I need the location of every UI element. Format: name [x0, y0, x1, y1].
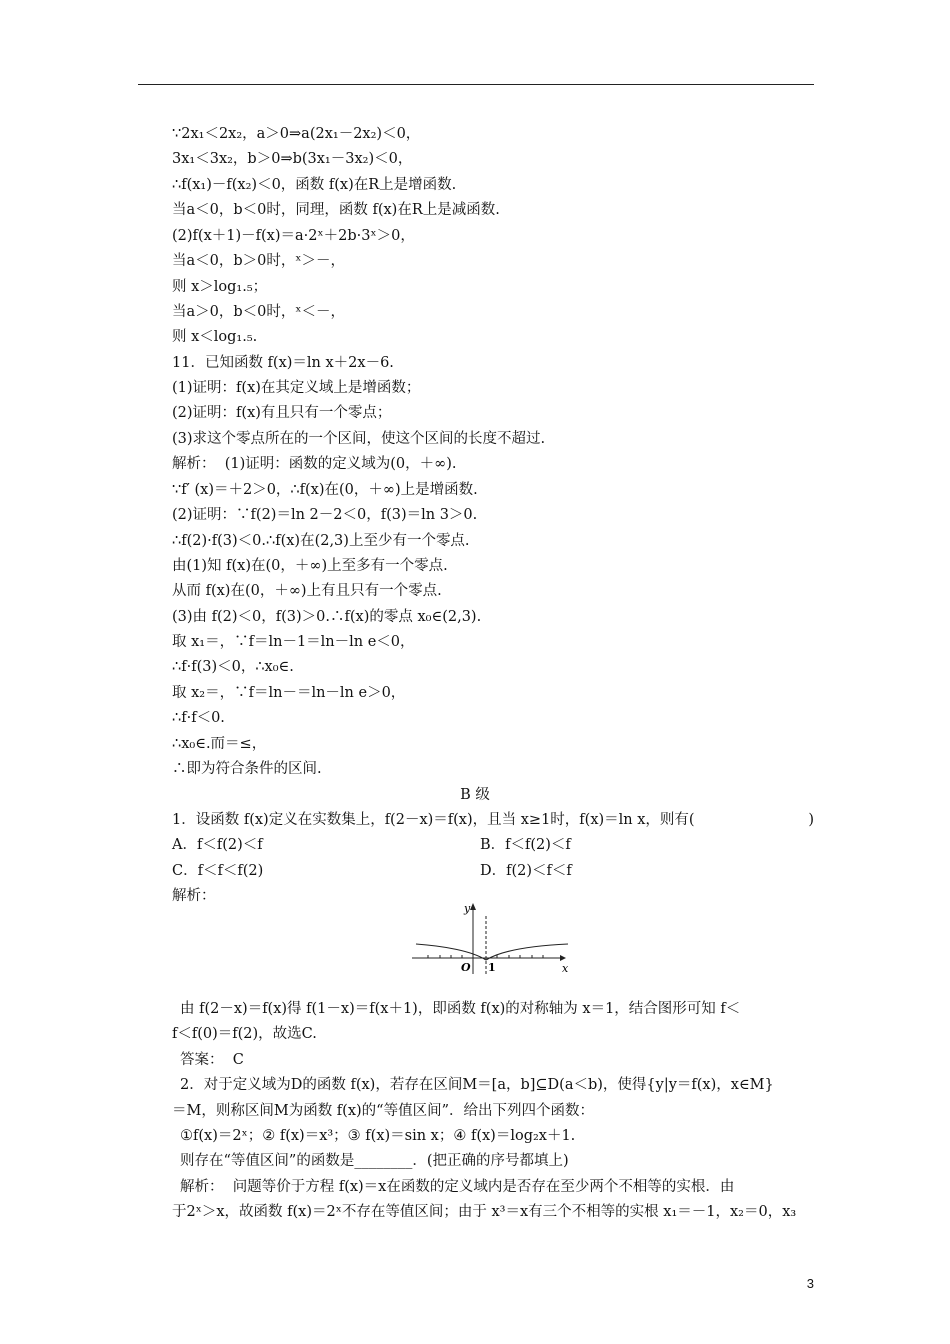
ln-graph-figure — [410, 898, 575, 978]
text-line: (3)求这个零点所在的一个区间，使这个区间的长度不超过. — [172, 431, 546, 447]
x-axis-label: x — [562, 962, 569, 975]
text-line: 11．已知函数 f(x)＝ln x＋2x－6. — [172, 355, 394, 371]
q2-line: 解析： 问题等价于方程 f(x)＝x在函数的定义域内是否存在至少两个不相等的实根．由 — [180, 1179, 735, 1195]
text-line: 3x₁＜3x₂，b＞0⇒b(3x₁－3x₂)＜0， — [172, 151, 413, 167]
text-line: ∴f·f(3)＜0，∴x₀∈. — [172, 659, 294, 675]
text-line: 则 x＜log₁.₅. — [172, 329, 258, 345]
text-line: ∴即为符合条件的区间. — [172, 761, 322, 777]
page-number: 3 — [806, 1276, 814, 1291]
explanation-line: 由 f(2－x)＝f(x)得 f(1－x)＝f(x＋1)，即函数 f(x)的对称轴为 x＝1，结合图形可知 f＜ — [180, 1001, 741, 1017]
text-line: 当a＞0，b＜0时，ˣ＜－， — [172, 304, 346, 320]
q2-line: ①f(x)＝2ˣ；② f(x)＝x³；③ f(x)＝sin x；④ f(x)＝log₂x＋1. — [180, 1128, 576, 1144]
text-line: ∵f′ (x)＝＋2＞0，∴f(x)在(0，＋∞)上是增函数. — [172, 482, 478, 498]
text-line: ∴f(x₁)－f(x₂)＜0，函数 f(x)在R上是增函数. — [172, 177, 457, 193]
option-c: C．f＜f＜f(2) — [172, 863, 264, 879]
text-line: ∵2x₁＜2x₂，a＞0⇒a(2x₁－2x₂)＜0， — [172, 126, 421, 142]
option-b: B．f＜f(2)＜f — [480, 837, 571, 853]
text-line: 当a＜0，b＞0时，ˣ＞－， — [172, 253, 346, 269]
answer-line: 答案： C — [180, 1052, 244, 1068]
text-line: ∴x₀∈.而＝≤， — [172, 736, 267, 752]
text-line: 取 x₂＝，∵f＝ln－＝ln－ln e＞0， — [172, 685, 406, 701]
q2-line: 2．对于定义域为D的函数 f(x)，若存在区间M＝[a，b]⊆D(a＜b)，使得{y|y＝f(x)，x∈M} — [180, 1077, 774, 1093]
text-line: 解析： (1)证明：函数的定义域为(0，＋∞). — [172, 456, 457, 472]
text-line: 从而 f(x)在(0，＋∞)上有且只有一个零点. — [172, 583, 442, 599]
one-label: 1 — [488, 961, 496, 974]
y-axis-label: y — [464, 902, 471, 915]
text-line: 由(1)知 f(x)在(0，＋∞)上至多有一个零点. — [172, 558, 448, 574]
origin-label: O — [461, 961, 471, 974]
q2-line: ＝M，则称区间M为函数 f(x)的“等值区间”．给出下列四个函数： — [172, 1103, 594, 1119]
text-line: (3)由 f(2)＜0，f(3)＞0.∴f(x)的零点 x₀∈(2,3). — [172, 609, 482, 625]
explanation-line: f＜f(0)＝f(2)，故选C. — [172, 1026, 317, 1042]
text-line: 取 x₁＝，∵f＝ln－1＝ln－ln e＜0， — [172, 634, 415, 650]
text-line: (1)证明：f(x)在其定义域上是增函数； — [172, 380, 421, 396]
x-axis-arrow — [560, 955, 566, 961]
analysis-label: 解析： — [172, 888, 216, 904]
answer-paren: ) — [808, 812, 814, 828]
text-line: 当a＜0，b＜0时，同理，函数 f(x)在R上是减函数. — [172, 202, 500, 218]
y-axis-arrow — [470, 903, 476, 910]
q2-line: 则存在“等值区间”的函数是________．(把正确的序号都填上) — [180, 1153, 569, 1169]
q2-line: 于2ˣ＞x，故函数 f(x)＝2ˣ不存在等值区间；由于 x³＝x有三个不相等的实根 x₁＝－1，x₂＝0，x₃ — [172, 1204, 797, 1220]
text-line: (2)证明：∵f(2)＝ln 2－2＜0，f(3)＝ln 3＞0. — [172, 507, 478, 523]
text-line: ∴f(2)·f(3)＜0.∴f(x)在(2,3)上至少有一个零点. — [172, 533, 470, 549]
text-line: 则 x＞log₁.₅； — [172, 279, 268, 295]
question-1-text: 1．设函数 f(x)定义在实数集上，f(2－x)＝f(x)，且当 x≥1时，f(x)＝ln x，则有( — [172, 812, 695, 828]
text-line: (2)f(x＋1)－f(x)＝a·2ˣ＋2b·3ˣ＞0， — [172, 228, 415, 244]
text-line: (2)证明：f(x)有且只有一个零点； — [172, 405, 392, 421]
option-d: D．f(2)＜f＜f — [480, 863, 572, 879]
text-line: ∴f·f＜0. — [172, 710, 225, 726]
section-title: B 级 — [460, 787, 490, 803]
option-a: A．f＜f(2)＜f — [172, 837, 263, 853]
